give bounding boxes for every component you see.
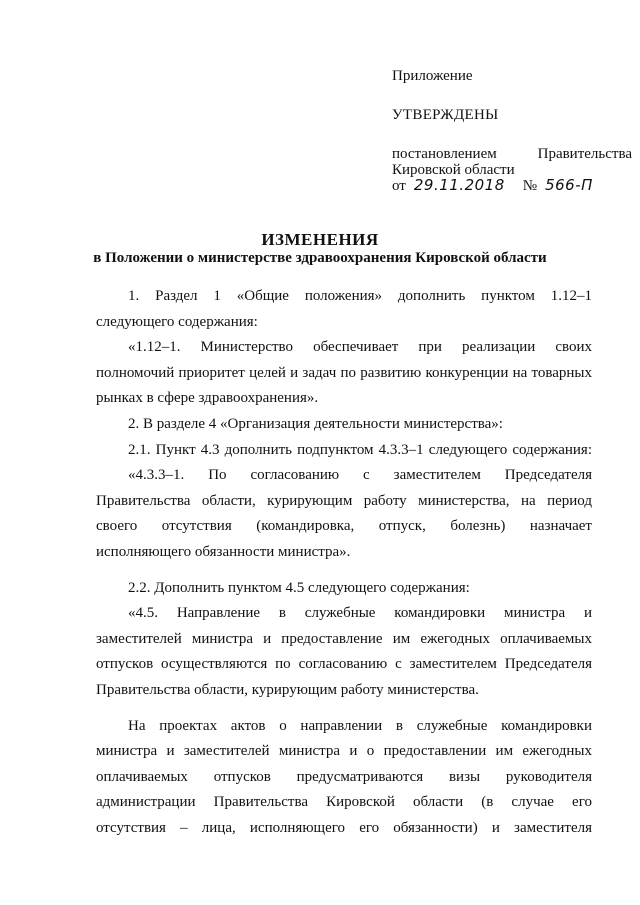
- appendix-label: Приложение: [392, 68, 473, 84]
- text-line: На проектах актов о направлении в служебные командировки: [128, 717, 592, 734]
- approved-label: УТВЕРЖДЕНЫ: [392, 107, 499, 123]
- text-line: Правительства области, курирующим работу министерства, на период: [96, 492, 592, 509]
- document-subtitle: в Положении о министерстве здравоохранения Кировской области: [93, 250, 547, 266]
- text-line: 2. В разделе 4 «Организация деятельности министерства»:: [128, 415, 503, 432]
- text-line: оплачиваемых отпусков предусматриваются визы руководителя: [96, 768, 592, 785]
- handwritten-number: 566-П: [545, 176, 593, 194]
- text-line: Правительства области, курирующим работу министерства.: [96, 681, 479, 698]
- decree-line-2: Кировской области: [392, 162, 515, 178]
- text-line: следующего содержания:: [96, 313, 258, 330]
- text-line: «1.12–1. Министерство обеспечивает при реализации своих: [128, 339, 592, 356]
- text-line: своего отсутствия (командировка, отпуск, болезнь) назначает: [96, 518, 592, 535]
- text-line: рынках в сфере здравоохранения».: [96, 390, 319, 407]
- text-line: «4.5. Направление в служебные командировки министра и: [128, 605, 592, 622]
- text-line: 2.2. Дополнить пунктом 4.5 следующего содержания:: [128, 579, 470, 596]
- from-label: от: [392, 178, 406, 194]
- text-line: отпусков осуществляются по согласованию с заместителем Председателя: [96, 656, 592, 673]
- text-line: исполняющего обязанности министра».: [96, 543, 351, 560]
- document-title: ИЗМЕНЕНИЯ: [261, 230, 379, 249]
- text-line: заместителей министра и предоставление им ежегодных оплачиваемых: [96, 630, 592, 647]
- decree-date-number: [392, 177, 593, 194]
- text-line: отсутствия – лица, исполняющего его обязанности) и заместителя: [96, 819, 592, 836]
- document-body: [96, 284, 592, 841]
- text-line: 2.1. Пункт 4.3 дополнить подпунктом 4.3.3–1 следующего содержания:: [128, 441, 592, 458]
- text-line: министра и заместителей министра и о предоставлении им ежегодных: [96, 743, 592, 760]
- text-line: «4.3.3–1. По согласованию с заместителем Председателя: [128, 467, 592, 484]
- handwritten-date: 29.11.2018: [413, 176, 505, 194]
- text-line: полномочий приоритет целей и задач по развитию конкуренции на товарных: [96, 364, 592, 381]
- number-label: №: [522, 178, 538, 194]
- decree-reference: [392, 146, 632, 178]
- text-line: 1. Раздел 1 «Общие положения» дополнить пунктом 1.12–1: [128, 288, 592, 304]
- text-line: администрации Правительства Кировской области (в случае его: [96, 794, 592, 811]
- decree-line-1: постановлением Правительства: [392, 146, 632, 162]
